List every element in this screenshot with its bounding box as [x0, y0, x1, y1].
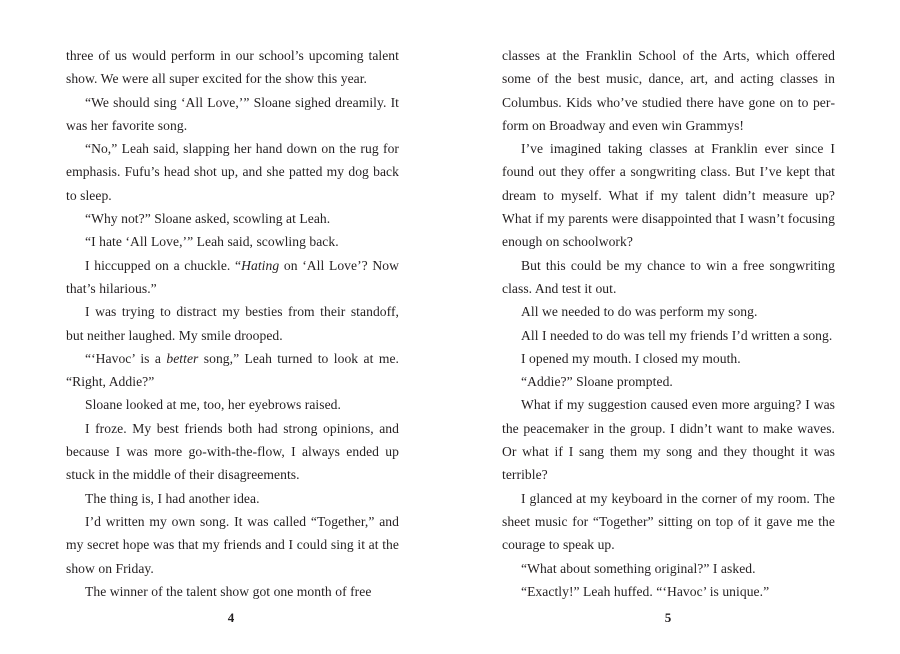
text-run: I’d written my own song. It was called “Together,” and my secret hope was that my friends and I could sing it at the show on Friday.	[66, 513, 399, 576]
paragraph	[66, 393, 399, 416]
paragraph	[66, 207, 399, 230]
left-page-number: 4	[227, 610, 235, 625]
text-run: What if my suggestion caused even more arguing? I was the peacemaker in the group. I didn’t want to make waves. Or what if I sang them my song and they thought it was terrible?	[502, 397, 835, 483]
right-page-number: 5	[664, 610, 672, 625]
paragraph	[66, 91, 399, 138]
paragraph	[502, 44, 835, 137]
paragraph	[66, 44, 399, 91]
paragraph	[502, 254, 835, 301]
paragraph	[502, 300, 835, 323]
paragraph	[66, 300, 399, 347]
emphasized-text: better	[166, 350, 199, 366]
paragraph	[502, 137, 835, 253]
text-run: But this could be my chance to win a free songwriting class. And test it out.	[502, 257, 835, 296]
paragraph	[66, 347, 399, 394]
text-run: “‘Havoc’ is a	[85, 350, 167, 366]
text-run: song,” Leah turned to look at me. “Right, Addie?”	[66, 350, 399, 390]
paragraph	[502, 347, 835, 370]
text-run: “What about something original?” I asked.	[521, 560, 756, 576]
text-run: “We should sing ‘All Love,’” Sloane sighed dreamily. It was her favorite song.	[66, 94, 399, 133]
text-run: The thing is, I had another idea.	[85, 490, 260, 506]
left-page-body	[66, 44, 399, 603]
paragraph	[66, 137, 399, 207]
text-run: All I needed to do was tell my friends I’d written a song.	[521, 327, 833, 343]
text-run: classes at the Franklin School of the Arts, which offered some of the best music, dance, art, and acting classes in Columbus. Kids who’ve studied there have gone on to perform on Broadway and even win Grammys!	[502, 48, 835, 133]
right-page-body	[502, 44, 835, 603]
text-run: I opened my mouth. I closed my mouth.	[521, 350, 741, 366]
emphasized-text: Hating	[241, 257, 280, 273]
text-run: I glanced at my keyboard in the corner of my room. The sheet music for “Together” sitting on top of it gave me the courage to speak up.	[502, 490, 835, 553]
paragraph	[66, 254, 399, 301]
paragraph	[502, 557, 835, 580]
text-run: “Why not?” Sloane asked, scowling at Leah.	[85, 211, 331, 227]
text-run: “Exactly!” Leah huffed. “‘Havoc’ is unique.”	[521, 583, 770, 599]
text-run: three of us would perform in our school’s upcoming talent show. We were all super excited for the show this year.	[66, 48, 399, 87]
paragraph	[66, 487, 399, 510]
text-run: I hiccupped on a chuckle. “	[85, 257, 242, 273]
text-run: All we needed to do was perform my song.	[521, 304, 758, 320]
paragraph	[66, 580, 399, 603]
text-run: on ‘All Love’? Now that’s hilarious.”	[66, 257, 399, 296]
paragraph	[502, 324, 835, 347]
paragraph	[502, 487, 835, 557]
text-run: “Addie?” Sloane prompted.	[521, 374, 673, 390]
paragraph	[66, 230, 399, 253]
paragraph	[502, 580, 835, 603]
text-run: I froze. My best friends both had strong opinions, and because I was more go-with-the-flow, I always ended up stuck in the middle of their disagreements.	[66, 420, 399, 483]
paragraph	[66, 417, 399, 487]
text-run: I’ve imagined taking classes at Franklin ever since I found out they offer a songwriting class. But I’ve kept that dream to myself. What if my talent didn’t measure up? What if my parents were disappointed that I wasn’t focusing enough on schoolwork?	[502, 141, 835, 250]
text-run: Sloane looked at me, too, her eyebrows raised.	[85, 397, 341, 413]
text-run: “No,” Leah said, slapping her hand down on the rug for emphasis. Fufu’s head shot up, and she patted my dog back to sleep.	[66, 141, 399, 203]
text-run: I was trying to distract my besties from their standoff, but neither laughed. My smile drooped.	[66, 304, 399, 343]
paragraph	[502, 393, 835, 486]
paragraph	[502, 370, 835, 393]
paragraph	[66, 510, 399, 580]
text-run: “I hate ‘All Love,’” Leah said, scowling back.	[85, 234, 339, 250]
text-run: The winner of the talent show got one month of free	[85, 583, 372, 599]
